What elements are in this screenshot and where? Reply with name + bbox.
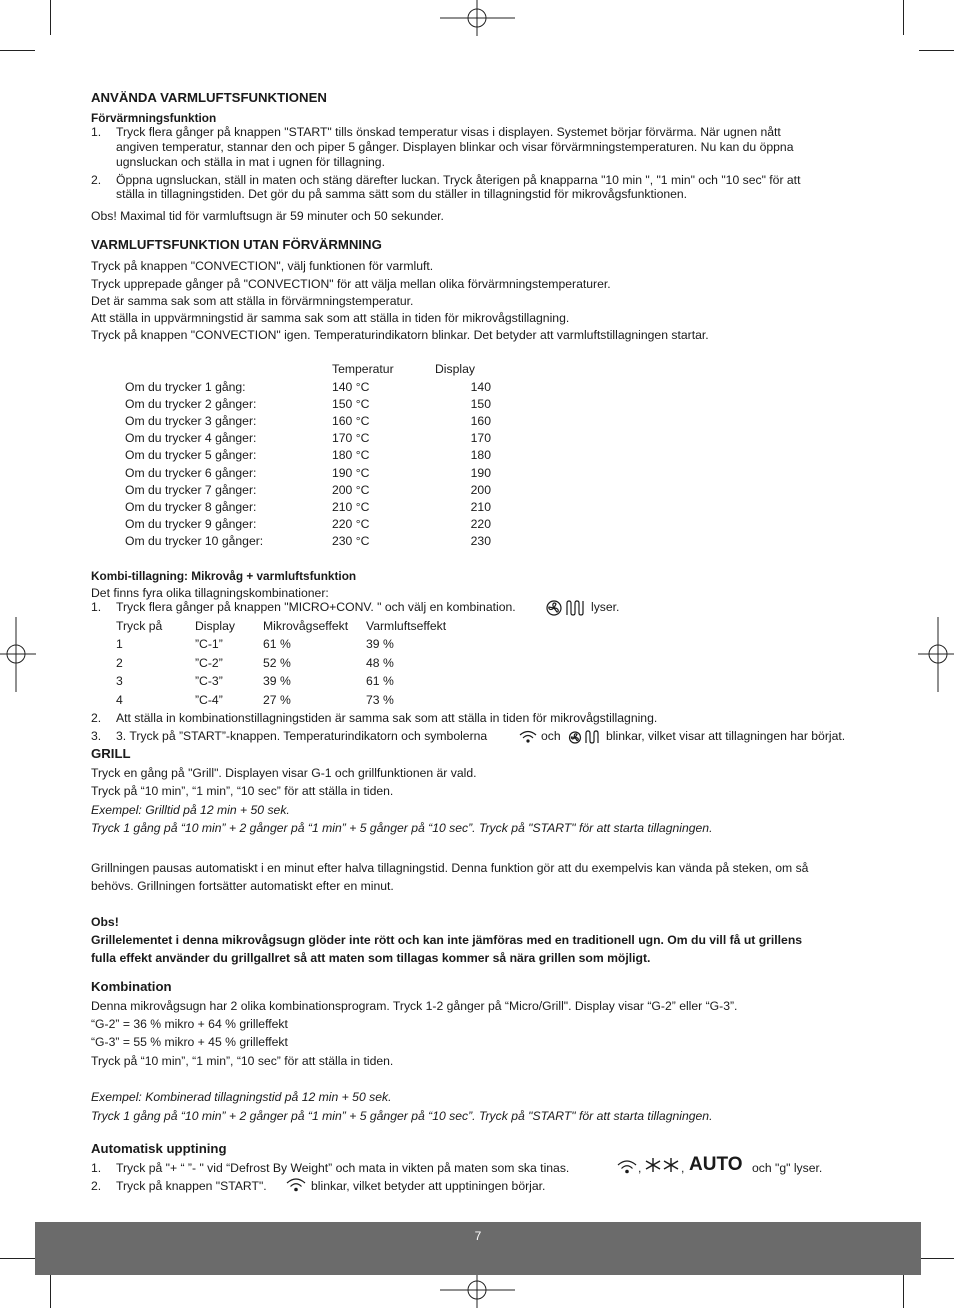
table-cell: ”C-2” (195, 655, 223, 670)
paragraph-line: Denna mikrovågsugn har 2 olika kombinationsprogram. Tryck 1-2 gånger på “Micro/Grill". Display visar “G-2” eller “G-3”. (91, 999, 738, 1013)
table-cell: Om du trycker 1 gång: (125, 380, 246, 394)
table-cell: 73 % (366, 692, 394, 707)
step-line: Att ställa in kombinationstillagningstiden är samma sak som att ställa in tiden för mikrovågstillagning. (116, 711, 658, 725)
list-number: 1. (91, 1161, 102, 1175)
microwave-icon (285, 1176, 307, 1192)
table-cell: 140 °C (332, 380, 370, 394)
paragraph-line: Grillningen pausas automatiskt i en minut efter halva tillagningstid. Denna funktion gör att du exempelvis kan vända på steken, om så (91, 861, 809, 875)
footer-bar (35, 1222, 921, 1275)
registration-mark-left (0, 617, 36, 692)
obs-line: fulla effekt använder du grillgallret så att maten som tillagas kommer så nära grillen som möjligt. (91, 951, 651, 965)
table-header: Varmluftseffekt (366, 619, 447, 633)
obs-heading: Obs! (91, 915, 119, 929)
heating-element-icon (584, 730, 602, 744)
paragraph-line: “G-2” = 36 % mikro + 64 % grilleffekt (91, 1017, 288, 1031)
table-header: Temperatur (332, 362, 394, 376)
table-cell: 160 (470, 414, 491, 429)
separator: , (638, 1161, 642, 1175)
list-number: 1. (91, 600, 102, 614)
registration-mark-right (918, 617, 954, 692)
table-cell: 27 % (263, 692, 291, 707)
table-header: Tryck på (116, 619, 163, 633)
table-cell: 52 % (263, 655, 291, 670)
table-cell: 150 (470, 397, 491, 412)
list-number: 2. (91, 1179, 102, 1193)
table-cell: 3 (116, 674, 123, 688)
table-header: Display (435, 362, 475, 376)
table-cell: 48 % (366, 655, 394, 670)
table-header: Mikrovågseffekt (263, 619, 349, 633)
table-cell: 180 °C (332, 448, 370, 463)
paragraph-line: Tryck en gång på "Grill". Displayen visar G-1 och grillfunktionen är vald. (91, 766, 477, 780)
table-cell: 210 °C (332, 499, 370, 514)
crop-mark (903, 1273, 904, 1308)
table-cell: 230 (470, 533, 491, 548)
section-heading-combi: Kombi-tillagning: Mikrovåg + varmluftsfunktion (91, 569, 357, 583)
table-cell: 190 °C (332, 465, 370, 480)
step-line: Tryck flera gånger på knappen "START" tills önskad temperatur visas i displayen. Systemet börjar förvärma. När ugnen nått (116, 125, 781, 139)
paragraph-line: Tryck på knappen "CONVECTION", välj funktionen för varmluft. (91, 259, 434, 273)
table-cell: 150 °C (332, 397, 370, 412)
table-cell: 160 °C (332, 414, 370, 429)
list-number: 1. (91, 125, 102, 139)
table-cell: 61 % (366, 674, 394, 688)
step-line: Tryck på "+ “ ”- " vid “Defrost By Weight” och mata in vikten på maten som ska tinas. (116, 1161, 570, 1175)
paragraph-line: behövs. Grillningen fortsätter automatiskt efter en minut. (91, 879, 394, 893)
table-cell: Om du trycker 2 gånger: (125, 397, 257, 412)
step-line: och (541, 729, 561, 743)
list-number: 3. (91, 729, 102, 743)
step-line: Tryck flera gånger på knappen "MICRO+CONV. " och välj en kombination. (116, 600, 516, 614)
crop-mark (0, 50, 35, 51)
crop-mark (0, 1258, 35, 1259)
table-cell: 140 (470, 380, 491, 394)
table-cell: 170 °C (332, 431, 370, 446)
step-line: blinkar, vilket visar att tillagningen har börjat. (606, 729, 846, 743)
table-cell: 2 (116, 655, 123, 670)
crop-mark (919, 50, 954, 51)
table-cell: 39 % (366, 637, 394, 651)
table-cell: 210 (470, 499, 491, 514)
crop-mark (903, 0, 904, 35)
step-line: ställa in tillagningstiden. Det gör du på samma sätt som du ställer in tillagningstid för mikrovågsfunktionen. (116, 187, 688, 201)
paragraph-line: “G-3” = 55 % mikro + 45 % grilleffekt (91, 1035, 288, 1049)
table-cell: 200 (470, 482, 491, 497)
table-cell: 4 (116, 692, 123, 707)
table-cell: Om du trycker 4 gånger: (125, 431, 257, 446)
table-cell: 190 (470, 465, 491, 480)
table-cell: Om du trycker 10 gånger: (125, 533, 264, 548)
table-cell: 61 % (263, 637, 291, 651)
table-cell: 170 (470, 431, 491, 446)
heating-element-icon (565, 600, 587, 616)
table-cell: 230 °C (332, 533, 370, 548)
subheading-preheat: Förvärmningsfunktion (91, 111, 217, 125)
step-line: ugnsluckan och ställa in mat i ugnen för tillagning. (116, 155, 385, 169)
table-cell: ”C-4” (195, 692, 223, 707)
table-cell: Om du trycker 5 gånger: (125, 448, 257, 463)
step-line: blinkar, vilket betyder att upptiningen börjar. (311, 1179, 546, 1193)
step-line: Tryck på knappen "START". (116, 1179, 267, 1193)
table-cell: 200 °C (332, 482, 370, 497)
table-cell: 180 (470, 448, 491, 463)
paragraph-line: Det är samma sak som att ställa in förvärmningstemperatur. (91, 294, 414, 308)
table-cell: Om du trycker 9 gånger: (125, 516, 257, 531)
step-line: angiven temperatur, stannar den och piper 5 gånger. Displayen blinkar och visar förvärmningstemperaturen. Nu kan du öppna (116, 140, 794, 154)
example-line: Tryck 1 gång på “10 min” + 2 gånger på “1 min” + 5 gånger på “10 sec”. Tryck på "START" för att starta tillagningen. (91, 1109, 713, 1123)
registration-mark-top (440, 0, 515, 36)
table-header: Display (195, 619, 235, 633)
list-number: 2. (91, 173, 102, 187)
section-heading-grill: GRILL (91, 746, 131, 761)
microwave-icon (616, 1158, 638, 1174)
table-cell: 220 (470, 516, 491, 531)
crop-mark (50, 0, 51, 35)
paragraph-line: Tryck på “10 min”, “1 min”, “10 sec” för att ställa in tiden. (91, 1054, 394, 1068)
step-line: och "g" lyser. (752, 1161, 823, 1175)
section-heading-defrost: Automatisk upptining (91, 1141, 227, 1156)
table-cell: Om du trycker 3 gånger: (125, 414, 257, 429)
section-heading-convection: ANVÄNDA VARMLUFTSFUNKTIONEN (91, 90, 327, 105)
table-cell: 39 % (263, 674, 291, 688)
paragraph-line: Tryck upprepade gånger på "CONVECTION" för att välja mellan olika förvärmningstemperaturer. (91, 277, 611, 291)
crop-mark (919, 1258, 954, 1259)
paragraph-line: Det finns fyra olika tillagningskombinationer: (91, 586, 329, 600)
section-heading-no-preheat: VARMLUFTSFUNKTION UTAN FÖRVÄRMNING (91, 237, 382, 252)
paragraph-line: Att ställa in uppvärmningstid är samma sak som att ställa in tiden för mikrovågstillagning. (91, 311, 570, 325)
obs-line: Grillelementet i denna mikrovågsugn glöder inte rött och kan inte jämföras med en traditionell ugn. Om du vill få ut grillens (91, 933, 803, 947)
example-line: Exempel: Grilltid på 12 min + 50 sek. (91, 803, 290, 817)
step-line: Öppna ugnsluckan, ställ in maten och stäng därefter luckan. Tryck återigen på knapparna "10 min ", "1 min" och "10 sec" för att (116, 173, 801, 187)
microwave-icon (518, 729, 538, 743)
separator: , (681, 1161, 685, 1175)
step-line: 3. Tryck på ”START”-knappen. Temperaturindikatorn och symbolerna (116, 729, 488, 743)
table-cell: 220 °C (332, 516, 370, 531)
table-cell: ”C-1” (195, 637, 223, 651)
example-line: Tryck 1 gång på “10 min” + 2 gånger på “1 min” + 5 gånger på “10 sec”. Tryck på "START" för att starta tillagningen. (91, 821, 713, 835)
fan-icon (568, 731, 582, 744)
table-cell: Om du trycker 8 gånger: (125, 499, 257, 514)
crop-mark (50, 1273, 51, 1308)
step-line: lyser. (591, 600, 620, 614)
table-cell: Om du trycker 7 gånger: (125, 482, 257, 497)
table-cell: 1 (116, 637, 123, 651)
registration-mark-bottom (440, 1272, 515, 1308)
table-cell: Om du trycker 6 gånger: (125, 465, 257, 480)
list-number: 2. (91, 711, 102, 725)
table-cell: ”C-3” (195, 674, 223, 688)
snowflake-icon (644, 1157, 680, 1173)
auto-symbol: AUTO (689, 1154, 743, 1175)
paragraph-line: Tryck på knappen "CONVECTION" igen. Temperaturindikatorn blinkar. Det betyder att varmluftstillagningen startar. (91, 328, 709, 342)
fan-icon (545, 600, 563, 616)
paragraph-line: Tryck på “10 min”, “1 min”, “10 sec” för att ställa in tiden. (91, 784, 394, 798)
note-text: Obs! Maximal tid för varmluftsugn är 59 minuter och 50 sekunder. (91, 209, 444, 223)
example-line: Exempel: Kombinerad tillagningstid på 12 min + 50 sek. (91, 1090, 392, 1104)
section-heading-combination: Kombination (91, 979, 172, 994)
page-number: 7 (474, 1229, 482, 1243)
